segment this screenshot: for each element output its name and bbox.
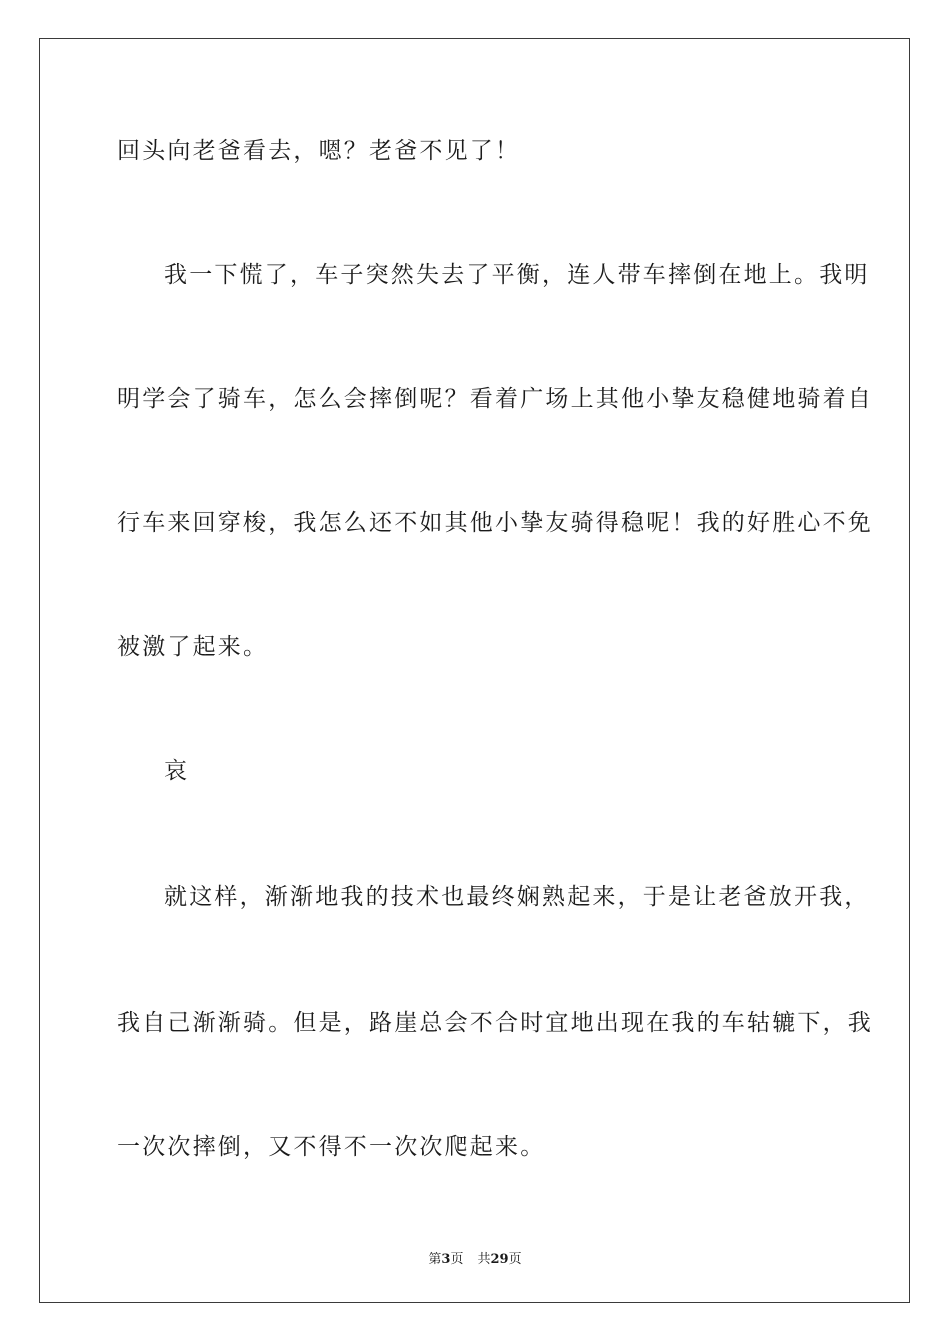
current-page-number: 3 [441,1252,451,1267]
paragraph-line-4: 行车来回穿梭，我怎么还不如其他小挚友骑得稳呢！我的好胜心不免 [117,510,873,536]
page-border [39,38,910,1303]
page-footer [0,1248,950,1267]
paragraph-line-6: 哀 [164,758,190,784]
total-suffix: 页 [508,1252,522,1267]
paragraph-line-9: 一次次摔倒，又不得不一次次爬起来。 [117,1134,546,1160]
total-prefix: 共 [477,1252,491,1267]
page-prefix: 第 [428,1252,442,1267]
page-suffix: 页 [450,1252,464,1267]
paragraph-line-3: 明学会了骑车，怎么会摔倒呢？看着广场上其他小挚友稳健地骑着自 [117,386,873,412]
paragraph-line-5: 被激了起来。 [117,634,269,660]
paragraph-line-2: 我一下慌了，车子突然失去了平衡，连人带车摔倒在地上。我明 [164,262,870,288]
paragraph-line-1: 回头向老爸看去，嗯？老爸不见了！ [117,138,521,164]
total-page-count: 29 [490,1252,509,1267]
paragraph-line-7: 就这样，渐渐地我的技术也最终娴熟起来，于是让老爸放开我， [164,884,870,910]
paragraph-line-8: 我自己渐渐骑。但是，路崖总会不合时宜地出现在我的车轱辘下，我 [117,1010,873,1036]
